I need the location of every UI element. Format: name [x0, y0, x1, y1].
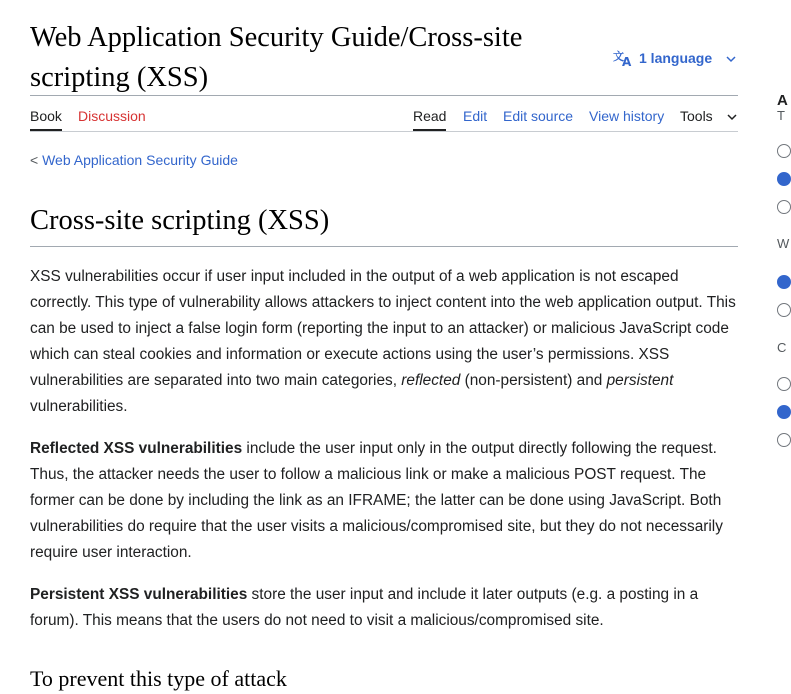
page-title: Web Application Security Guide/Cross-site scripting (XSS)	[30, 22, 523, 93]
width-radio-wide[interactable]	[777, 303, 791, 317]
color-radio-dark[interactable]	[777, 433, 791, 447]
breadcrumb-link[interactable]: Web Application Security Guide	[42, 152, 238, 168]
intro-paragraph	[30, 264, 738, 420]
prevention-heading: To prevent this type of attack	[30, 666, 287, 691]
persistent-text: store the user input and include it later outputs (e.g. a posting in a forum). This means that the users do not need to visit a malicious/compromised site.	[30, 586, 699, 629]
text-size-radio-large[interactable]	[777, 200, 791, 214]
translate-icon	[613, 49, 633, 70]
svg-text:文: 文	[613, 50, 624, 64]
color-radio-automatic[interactable]	[777, 377, 791, 391]
persistent-heading: Persistent XSS vulnerabilities	[30, 586, 248, 603]
breadcrumb-prefix: <	[30, 152, 43, 168]
section-heading: Cross-site scripting (XSS)	[30, 205, 330, 236]
section-divider	[30, 246, 738, 247]
chevron-down-icon	[727, 108, 737, 124]
color-radio-light[interactable]	[777, 405, 791, 419]
language-button[interactable]	[613, 47, 736, 69]
reflected-text: include the user input only in the output directly following the request. Thus, the attacker needs the user to follow a malicious link or make a malicious POST request. The former can be done by including the link as an IFRAME; the latter can be done using JavaScript. Both vulnerabilities do require that the user visits a malicious/compromised site, but they do not necessarily require user interaction.	[30, 440, 723, 561]
tools-menu[interactable]	[680, 107, 737, 125]
appearance-color-label: C	[777, 340, 787, 355]
title-divider	[30, 95, 738, 96]
tab-discussion[interactable]: Discussion	[78, 108, 146, 124]
text-size-radio-standard[interactable]	[777, 172, 791, 186]
tab-view-history[interactable]: View history	[589, 108, 665, 124]
tools-menu-label: Tools	[680, 108, 713, 124]
appearance-text-label: T	[777, 108, 785, 123]
reflected-term: reflected	[401, 372, 461, 389]
svg-text:A: A	[622, 55, 632, 70]
tabs-divider	[30, 131, 738, 132]
intro-text-a: XSS vulnerabilities occur if user input included in the output of a web application is not escaped correctly. This type of vulnerability allows attackers to inject content into the web application output. This can be used to inject a false login form (reporting the input to an attacker) or malicious JavaScript code which can steal cookies and information or execute actions using the user’s permissions. XSS vulnerabilities are separated into two main categories,	[30, 268, 736, 389]
intro-text-b: (non-persistent) and	[460, 372, 607, 389]
tab-edit[interactable]: Edit	[463, 108, 488, 124]
width-radio-standard[interactable]	[777, 275, 791, 289]
reflected-heading: Reflected XSS vulnerabilities	[30, 440, 243, 457]
reflected-paragraph	[30, 436, 738, 566]
appearance-panel-heading: A	[777, 92, 788, 109]
appearance-width-label: W	[777, 236, 790, 251]
persistent-term: persistent	[606, 372, 674, 389]
tab-book[interactable]: Book	[30, 108, 62, 124]
intro-text-c: vulnerabilities.	[30, 398, 128, 415]
breadcrumb	[30, 151, 238, 169]
tab-read[interactable]: Read	[413, 108, 447, 124]
chevron-down-icon	[726, 50, 736, 66]
text-size-radio-small[interactable]	[777, 144, 791, 158]
language-button-label: 1 language	[639, 50, 713, 66]
persistent-paragraph	[30, 582, 738, 634]
tab-edit-source[interactable]: Edit source	[503, 108, 574, 124]
